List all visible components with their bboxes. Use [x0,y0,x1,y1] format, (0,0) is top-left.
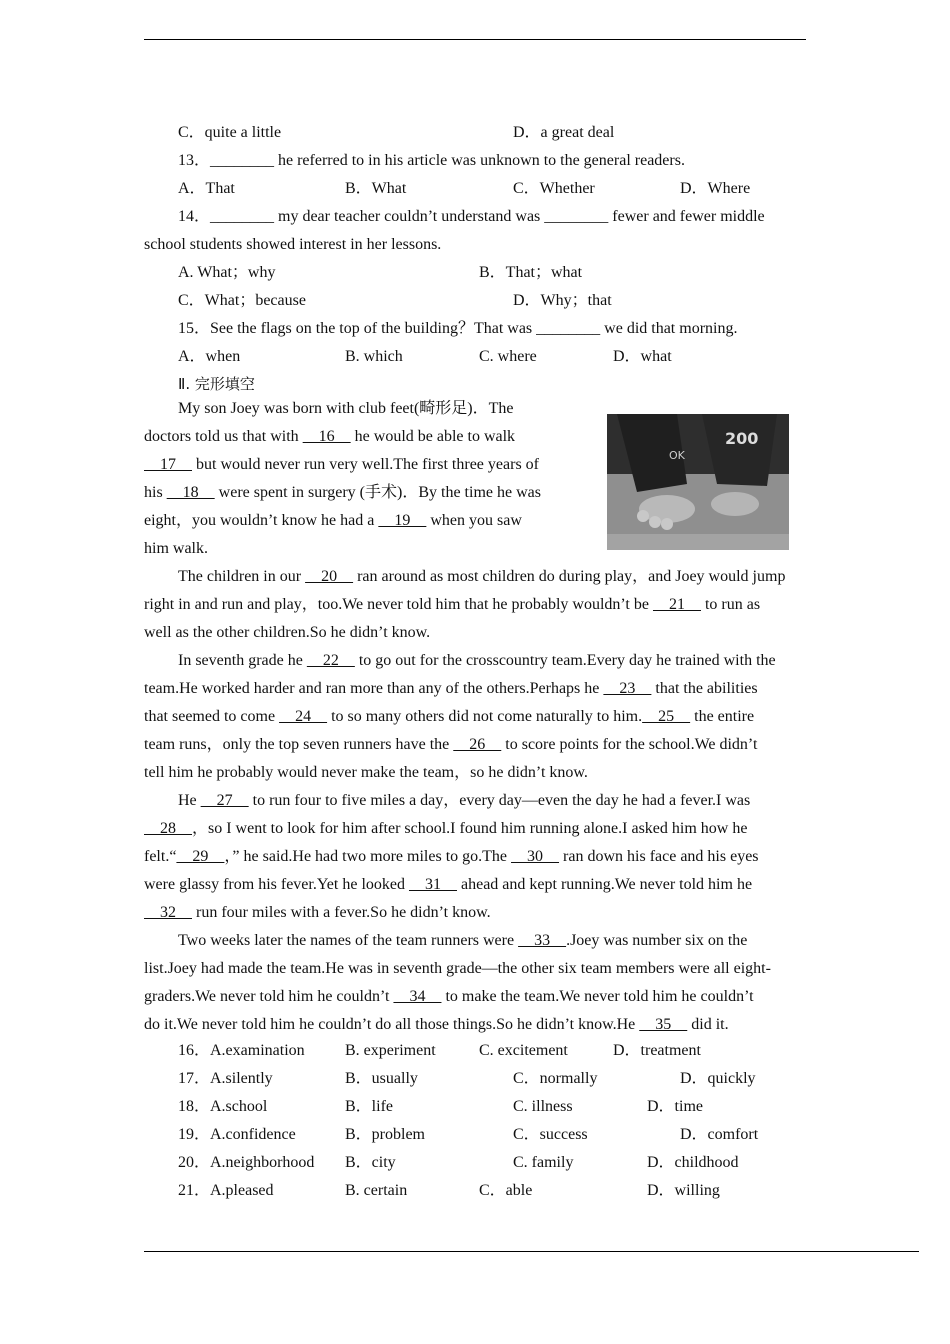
blank: 20 [305,568,354,585]
option: D．Where [680,180,751,197]
q14-options-1 [0,260,950,286]
passage-line: well as the other children.So he didn’t know. [144,624,431,641]
blank: 29 [176,848,225,865]
option: C．quite a little [178,124,282,141]
passage-line: He 27 to run four to five miles a day，every day—even the day he had a fever.I was [178,792,751,809]
option: D．quickly [680,1070,756,1087]
option: A．That [178,180,235,197]
passage-line: doctors told us that with 16 he would be able to walk [144,428,516,445]
blank: 23 [603,680,652,697]
option: D．childhood [647,1154,739,1171]
feet-illustration [607,414,789,550]
blank: 25 [642,708,691,725]
passage-line: his 18 were spent in surgery (手术)．By the time he was [144,484,541,501]
passage-line: graders.We never told him he couldn’t 34 to make the team.We never told him he couldn’t [144,988,754,1005]
option: B．usually [345,1070,418,1087]
question-text: 14．________ my dear teacher couldn’t understand was ________ fewer and fewer middle [178,208,765,225]
blank: 31 [408,876,457,893]
blank: 35 [639,1016,688,1033]
option: B．problem [345,1126,425,1143]
option: C. family [513,1154,574,1171]
question-text: 13．________ he referred to in his article was unknown to the general readers. [178,152,685,169]
option: C．success [513,1126,588,1143]
q14-stem-1 [0,204,950,230]
option: C. excitement [479,1042,568,1059]
blank: 17 [144,456,192,473]
q15-stem [0,316,950,342]
blank: 19 [378,512,427,529]
passage-line: 32 run four miles with a fever.So he didn’t know. [144,904,491,921]
option: C．normally [513,1070,598,1087]
choice-row-16 [0,1038,950,1064]
option: 16．A.examination [178,1042,305,1059]
question-text: 15．See the flags on the top of the building？That was ________ we did that morning. [178,320,738,337]
blank: 32 [144,904,192,921]
option: D．comfort [680,1126,759,1143]
passage-line: were glassy from his fever.Yet he looked 31 ahead and kept running.We never told him he [144,876,753,893]
option: D．a great deal [513,124,615,141]
header-rule [144,39,806,40]
choice-row-19 [0,1122,950,1148]
blank: 21 [652,596,701,613]
option: B．That；what [479,264,583,281]
option: B. certain [345,1182,408,1199]
option: D．willing [647,1182,720,1199]
blank: 30 [511,848,560,865]
blank: 26 [453,736,502,753]
option: B．city [345,1154,396,1171]
q13-options [0,176,950,202]
blank: 28 [144,820,192,837]
option: D．Why；that [513,292,612,309]
svg-text:200: 200 [725,429,759,448]
option: B．What [345,180,407,197]
passage-line: that seemed to come 24 to so many others did not come naturally to him. 25 the entire [144,708,755,725]
passage-line: felt.“ 29 ，” he said.He had two more miles to go.The 30 ran down his face and his eyes [144,848,759,865]
blank: 33 [518,932,567,949]
q14-stem-2 [0,232,950,258]
option: D．treatment [613,1042,701,1059]
choice-row-20 [0,1150,950,1176]
q13-stem [0,148,950,174]
passage-line: team runs，only the top seven runners have the 26 to score points for the school.We didn’t [144,736,758,753]
q12-options [0,120,950,146]
passage-line: 28 ，so I went to look for him after school.I found him running alone.I asked him how he [144,820,748,837]
option: B. experiment [345,1042,436,1059]
q14-options-2 [0,288,950,314]
option: 17．A.silently [178,1070,273,1087]
passage-line: tell him he probably would never make the team，so he didn’t know. [144,764,588,781]
option: D．what [613,348,672,365]
passage-line: 17 but would never run very well.The first three years of [144,456,539,473]
passage-line: him walk. [144,540,208,557]
option: C．What；because [178,292,306,309]
option: C. where [479,348,537,365]
passage-line: list.Joey had made the team.He was in seventh grade—the other six team members were all eight- [144,960,771,977]
blank: 24 [279,708,328,725]
option: 18．A.school [178,1098,268,1115]
passage-line: Two weeks later the names of the team runners were 33 .Joey was number six on the [178,932,748,949]
q15-options [0,344,950,370]
passage-line: team.He worked harder and ran more than any of the others.Perhaps he 23 that the abilities [144,680,758,697]
question-text: school students showed interest in her lessons. [144,236,442,253]
option: C．Whether [513,180,595,197]
choice-row-21 [0,1178,950,1204]
section-title: Ⅱ. 完形填空 [178,375,255,393]
option: 20．A.neighborhood [178,1154,315,1171]
passage-line: eight，you wouldn’t know he had a 19 when you saw [144,512,522,529]
option: 21．A.pleased [178,1182,274,1199]
option: 19．A.confidence [178,1126,296,1143]
option: B．life [345,1098,393,1115]
choice-row-18 [0,1094,950,1120]
passage-line: do it.We never told him he couldn’t do all those things.So he didn’t know.He 35 did it. [144,1016,729,1033]
option: C．able [479,1182,533,1199]
photo-club-feet [607,414,789,550]
footer-rule [144,1251,919,1252]
option: C. illness [513,1098,573,1115]
option: B. which [345,348,403,365]
blank: 22 [306,652,355,669]
option: A．when [178,348,241,365]
svg-text:OK: OK [669,449,685,462]
blank: 27 [200,792,249,809]
option: A. What；why [178,264,276,281]
passage-line: The children in our 20 ran around as most children do during play，and Joey would jump [178,568,786,585]
choice-row-17 [0,1066,950,1092]
option: D．time [647,1098,703,1115]
blank: 34 [393,988,442,1005]
blank: 18 [166,484,215,501]
passage-line: My son Joey was born with club feet(畸形足)．The [178,400,514,417]
passage-line: right in and run and play，too.We never told him that he probably wouldn’t be 21 to run as [144,596,761,613]
blank: 16 [302,428,351,445]
passage-line: In seventh grade he 22 to go out for the crosscountry team.Every day he trained with the [178,652,776,669]
